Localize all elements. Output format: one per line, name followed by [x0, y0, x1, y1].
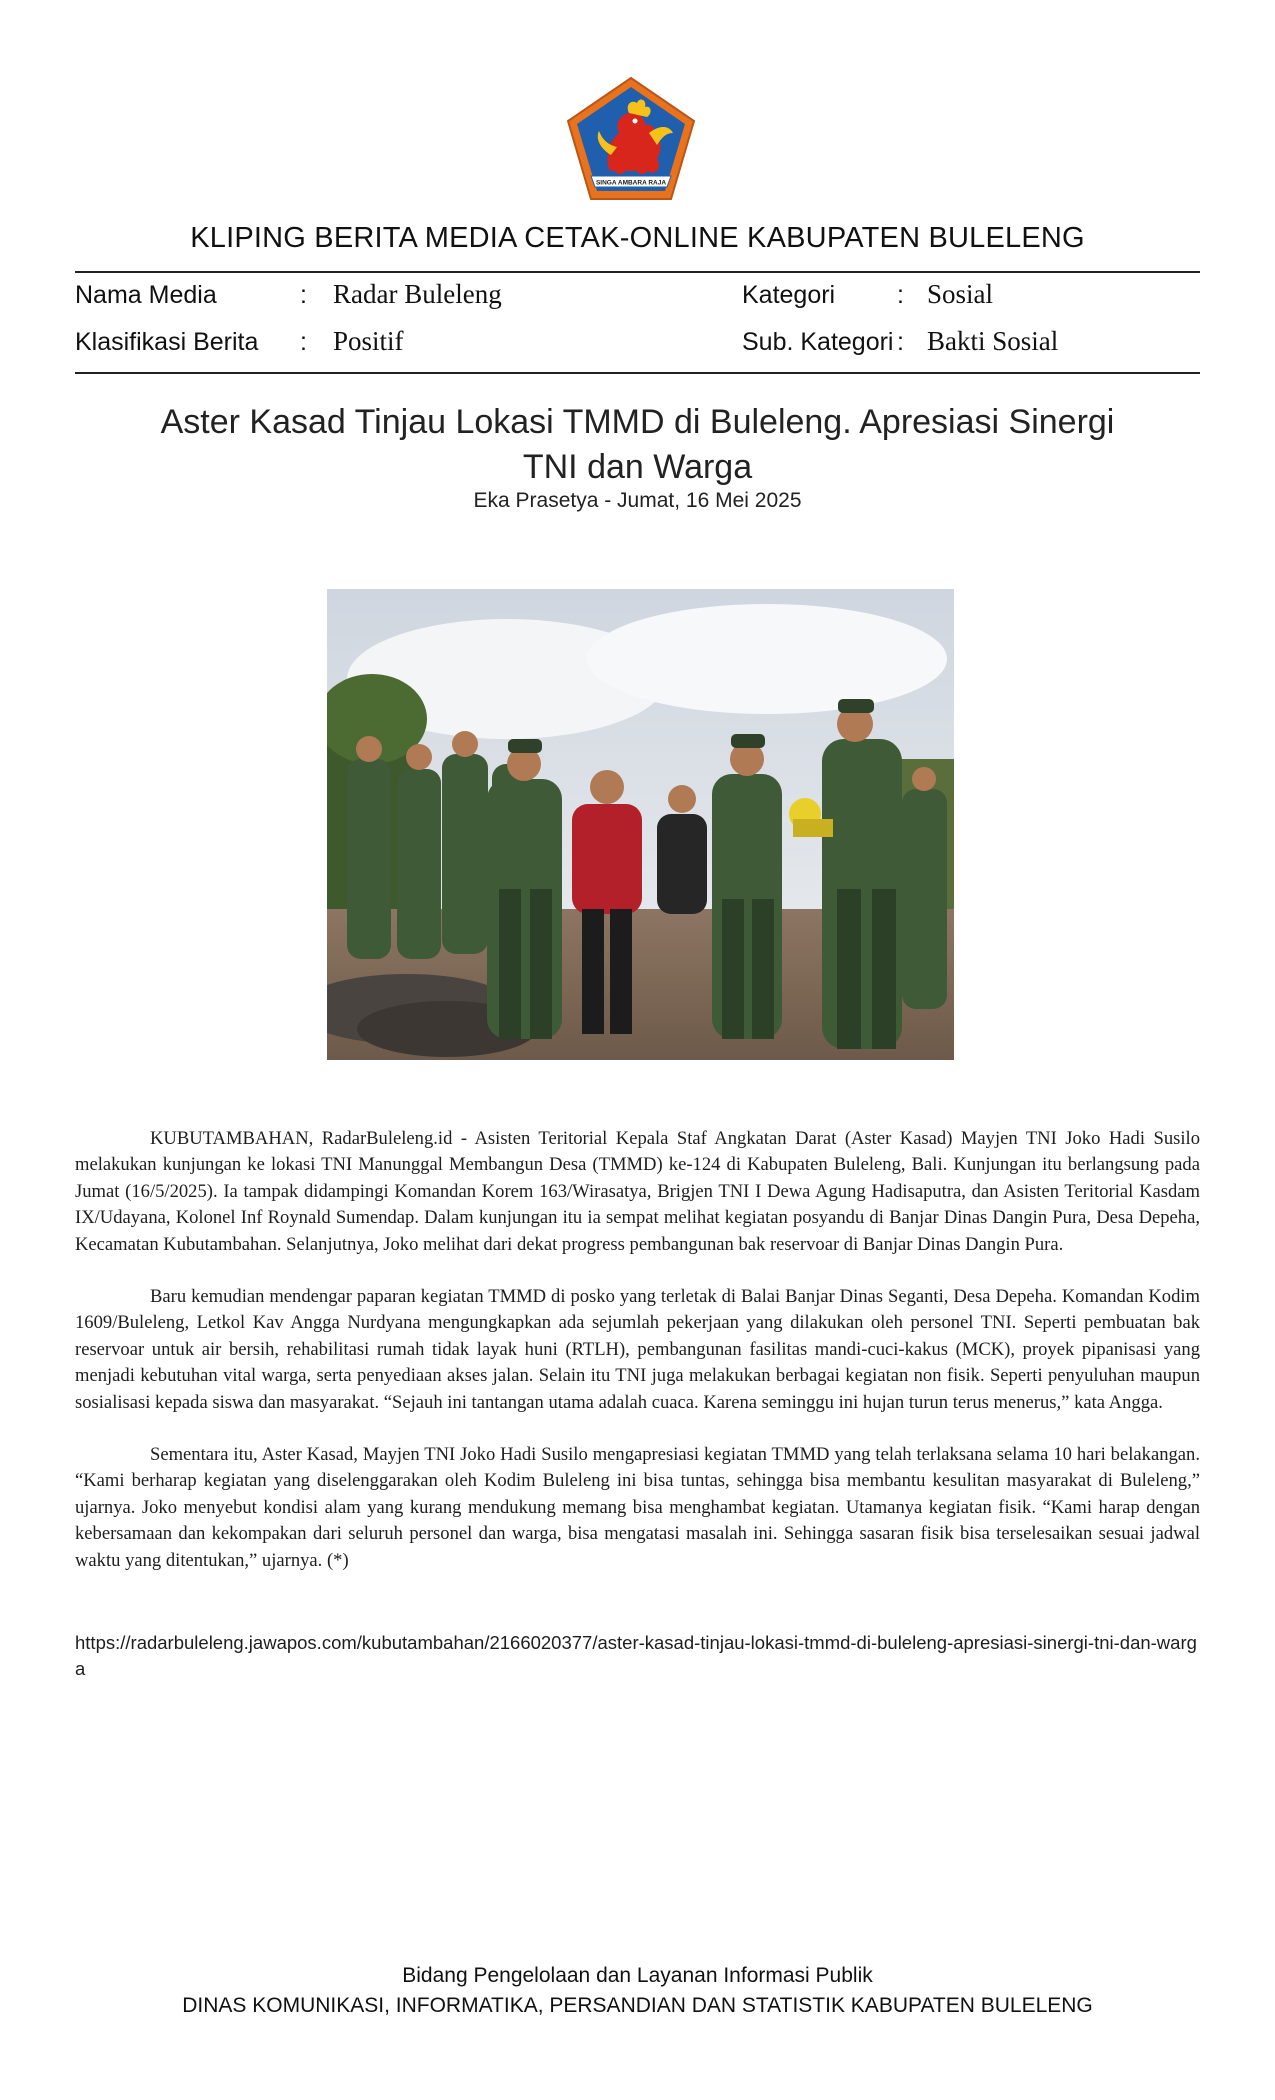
- category-value: Sosial: [927, 279, 994, 309]
- buleleng-logo: [565, 75, 697, 202]
- media-value: Radar Buleleng: [333, 279, 502, 309]
- document-header-title: KLIPING BERITA MEDIA CETAK-ONLINE KABUPATEN BULELENG: [190, 222, 1085, 254]
- header-rule-bottom: [75, 372, 1200, 374]
- article-title: Aster Kasad Tinjau Lokasi TMMD di Buleleng. Apresiasi Sinergi TNI dan Warga: [160, 403, 1115, 486]
- subcategory-colon: :: [897, 328, 904, 356]
- classification-label: Klasifikasi Berita: [75, 328, 259, 356]
- article-byline: Eka Prasetya - Jumat, 16 Mei 2025: [473, 489, 802, 512]
- article-paragraph: KUBUTAMBAHAN, RadarBuleleng.id - Asisten Teritorial Kepala Staf Angkatan Darat (Aster Kasad) Mayjen TNI Joko Hadi Susilo melakukan kunjungan ke lokasi TNI Manunggal Membangun Desa (TMMD) ke-124 di Kabupaten Buleleng, Bali. Kunjungan itu berlangsung pada Jumat (16/5/2025). Ia tampak didampingi Komandan Korem 163/Wirasatya, Brigjen TNI I Dewa Agung Hadisaputra, dan Asisten Teritorial Kasdam IX/Udayana, Kolonel Inf Roynald Sumendap. Dalam kunjungan itu ia sempat melihat kegiatan posyandu di Banjar Dinas Dangin Pura, Desa Depeha, Kecamatan Kubutambahan. Selanjutnya, Joko melihat dari dekat progress pembangunan bak reservoar di Banjar Dinas Dangin Pura.: [75, 1128, 1200, 1255]
- subcategory-value: Bakti Sosial: [927, 326, 1059, 356]
- article-paragraph: Sementara itu, Aster Kasad, Mayjen TNI Joko Hadi Susilo mengapresiasi kegiatan TMMD yang telah terlaksana selama 10 hari belakangan. “Kami berharap kegiatan yang diselenggarakan oleh Kodim Buleleng ini bisa tuntas, sehingga bisa membantu kesulitan masyarakat di Buleleng,” ujarnya. Joko menyebut kondisi alam yang kurang mendukung memang bisa menghambat kegiatan. Utamanya kegiatan fisik. “Kami harap dengan kebersamaan dan kekompakan dari seluruh personel dan warga, bisa mengatasi masalah ini. Sehingga sasaran fisik bisa terselesaikan sesuai jadwal waktu yang ditentukan,” ujarnya. (*): [75, 1444, 1200, 1571]
- footer-department: Bidang Pengelolaan dan Layanan Informasi Publik: [402, 1964, 873, 1987]
- header-rule-top: [75, 271, 1200, 273]
- category-label: Kategori: [742, 281, 836, 309]
- media-colon: :: [300, 281, 307, 309]
- article-body: [75, 1126, 1200, 1600]
- article-photo: [327, 589, 954, 1060]
- category-colon: :: [897, 281, 904, 309]
- article-paragraph: Baru kemudian mendengar paparan kegiatan TMMD di posko yang terletak di Balai Banjar Dinas Seganti, Desa Depeha. Komandan Kodim 1609/Buleleng, Letkol Kav Angga Nurdyana mengungkapkan ada sejumlah pekerjaan yang dilakukan oleh personel TNI. Seperti pembuatan bak reservoar untuk air bersih, rehabilitasi rumah tidak layak huni (RTLH), pembangunan fasilitas mandi-cuci-kakus (MCK), proyek pipanisasi yang menjadi kebutuhan vital warga, serta penyediaan akses jalan. Selain itu TNI juga melakukan berbagai kegiatan non fisik. Seperti penyuluhan maupun sosialisasi kepada siswa dan masyarakat. “Sejauh ini tantangan utama adalah cuaca. Karena seminggu ini hujan turun terus menerus,” kata Angga.: [75, 1286, 1200, 1413]
- classification-colon: :: [300, 328, 307, 356]
- media-label: Nama Media: [75, 281, 217, 309]
- source-url[interactable]: https://radarbuleleng.jawapos.com/kubutambahan/2166020377/aster-kasad-tinjau-lokasi-tmmd-di-buleleng-apresiasi-sinergi-tni-dan-warga: [75, 1632, 1197, 1680]
- classification-value: Positif: [333, 326, 404, 356]
- footer-agency: DINAS KOMUNIKASI, INFORMATIKA, PERSANDIAN DAN STATISTIK KABUPATEN BULELENG: [182, 1994, 1093, 2017]
- logo-motto: SINGA AMBARA RAJA: [595, 179, 667, 187]
- subcategory-label: Sub. Kategori: [742, 328, 894, 356]
